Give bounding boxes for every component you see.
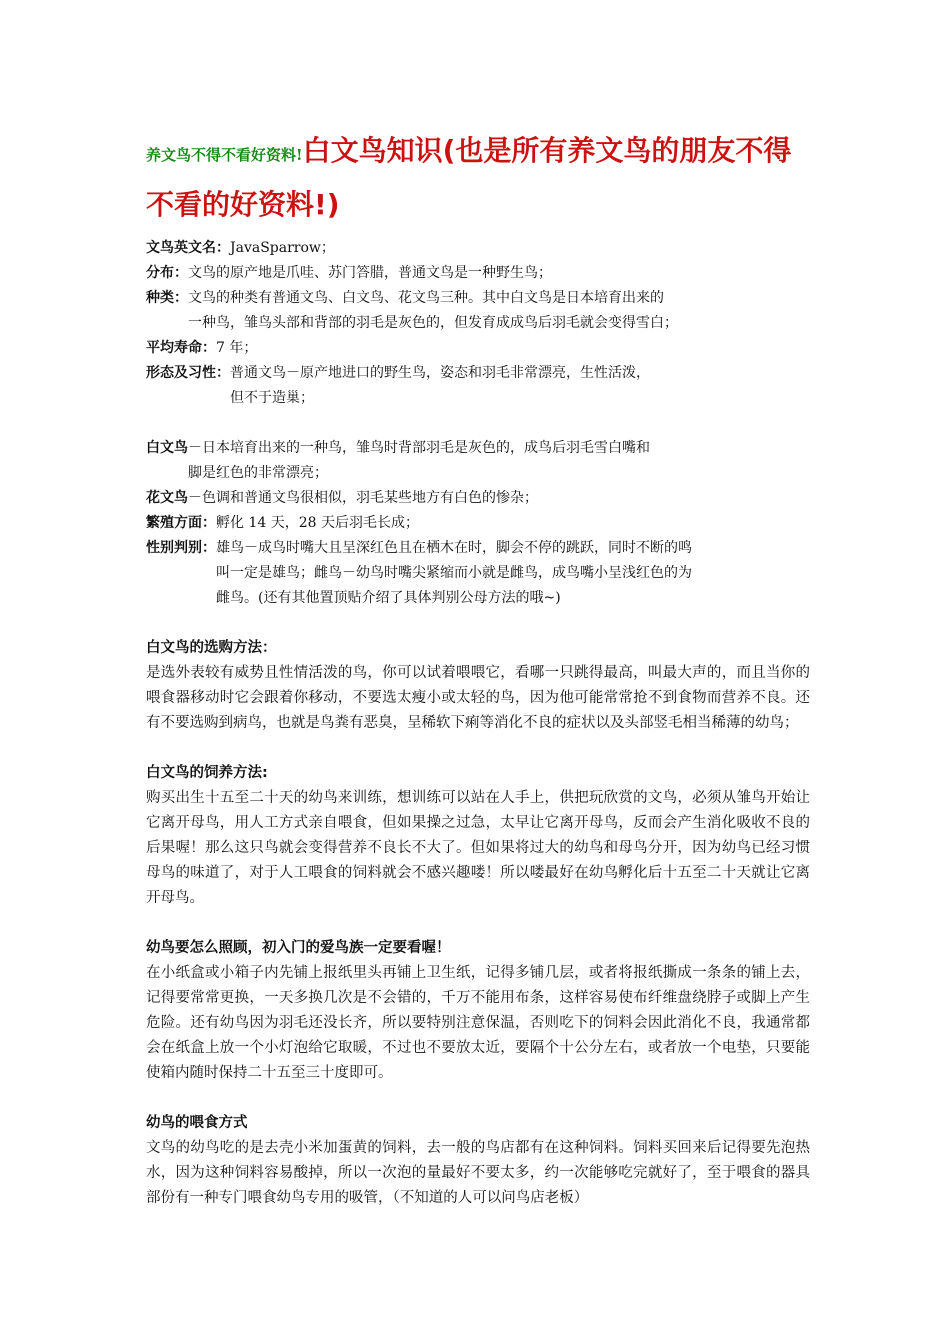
info-value: －日本培育出来的一种鸟，雏鸟时背部羽毛是灰色的，成鸟后羽毛雪白嘴和 脚是红色的非常漂亮； xyxy=(188,440,650,481)
info-row-white-java xyxy=(146,436,810,486)
spacer xyxy=(146,1086,810,1111)
info-row-lifespan xyxy=(146,336,810,361)
info-row-pied-java xyxy=(146,486,810,511)
info-value: 文鸟的原产地是爪哇、苏门答腊，普通文鸟是一种野生鸟； xyxy=(188,265,552,281)
info-label: 性别判别： xyxy=(146,540,216,556)
info-row-english-name xyxy=(146,236,810,261)
info-value: 雄鸟－成鸟时嘴大且呈深红色且在栖木在时，脚会不停的跳跃，同时不断的鸣 叫一定是雄鸟；雌鸟－幼鸟时嘴尖紧缩而小就是雌鸟，成鸟嘴小呈浅红色的为 雌鸟。(还有其他置顶贴介绍了具体判别公母方法的哦~) xyxy=(216,540,692,606)
section-chick-feeding xyxy=(146,1111,810,1211)
spacer xyxy=(146,411,810,436)
title-main: 白文鸟知识(也是所有养文鸟的朋友不得不看的好资料!) xyxy=(146,134,792,221)
info-row-habits xyxy=(146,361,810,411)
info-label: 文鸟英文名： xyxy=(146,240,230,256)
section-raising xyxy=(146,761,810,911)
info-value: JavaSparrow； xyxy=(230,240,335,256)
document-page xyxy=(146,126,810,1211)
info-row-breeding xyxy=(146,511,810,536)
spacer xyxy=(146,736,810,761)
section-paragraph: 文鸟的幼鸟吃的是去壳小米加蛋黄的饲料，去一般的鸟店都有在这种饲料。饲料买回来后记得要先泡热水，因为这种饲料容易酸掉，所以一次泡的量最好不要太多，约一次能够吃完就好了，至于喂食的器具部份有一种专门喂食幼鸟专用的吸管，（不知道的人可以问鸟店老板） xyxy=(146,1140,810,1206)
section-paragraph: 是选外表较有威势且性情活泼的鸟，你可以试着喂喂它，看哪一只跳得最高，叫最大声的，而且当你的喂食器移动时它会跟着你移动，不要选太瘦小或太轻的鸟，因为他可能常常抢不到食物而营养不良。还有不要选购到病鸟，也就是鸟粪有恶臭，呈稀软下痢等消化不良的症状以及头部竖毛相当稀薄的幼鸟； xyxy=(146,665,810,731)
section-paragraph: 购买出生十五至二十天的幼鸟来训练，想训练可以站在人手上，供把玩欣赏的文鸟，必须从雏鸟开始让它离开母鸟，用人工方式亲自喂食，但如果操之过急，太早让它离开母鸟，反而会产生消化吸收不良的后果喔！那么这只鸟就会变得营养不良长不大了。但如果将过大的幼鸟和母鸟分开，因为幼鸟已经习惯母鸟的味道了，对于人工喂食的饲料就会不感兴趣喽！所以喽最好在幼鸟孵化后十五至二十天就让它离开母鸟。 xyxy=(146,790,810,906)
spacer xyxy=(146,911,810,936)
info-row-sexing xyxy=(146,536,810,611)
title-prefix: 养文鸟不得不看好资料! xyxy=(146,146,303,164)
info-label: 繁殖方面： xyxy=(146,515,216,531)
info-label: 种类： xyxy=(146,290,188,306)
section-heading: 幼鸟的喂食方式 xyxy=(146,1115,248,1131)
section-heading: 白文鸟的选购方法： xyxy=(146,640,277,656)
section-chick-care xyxy=(146,936,810,1086)
info-label: 形态及习性： xyxy=(146,365,230,381)
info-block-2 xyxy=(146,436,810,611)
section-paragraph: 在小纸盒或小箱子内先铺上报纸里头再铺上卫生纸，记得多铺几层，或者将报纸撕成一条条的铺上去，记得要常常更换，一天多换几次是不会错的，千万不能用布条，这样容易使布纤维盘绕脖子或脚上产生危险。还有幼鸟因为羽毛还没长齐，所以要特别注意保温，否则吃下的饲料会因此消化不良，我通常都会在纸盒上放一个小灯泡给它取暖，不过也不要放太近，要隔个十公分左右，或者放一个电垫，只要能使箱内随时保持二十五至三十度即可。 xyxy=(146,965,810,1081)
info-value: 文鸟的种类有普通文鸟、白文鸟、花文鸟三种。其中白文鸟是日本培育出来的 一种鸟，雏鸟头部和背部的羽毛是灰色的，但发育成成鸟后羽毛就会变得雪白； xyxy=(188,290,678,331)
info-row-species xyxy=(146,286,810,336)
section-buying xyxy=(146,636,810,736)
info-label: 分布： xyxy=(146,265,188,281)
info-block xyxy=(146,236,810,411)
document-title xyxy=(146,126,810,234)
info-value: －色调和普通文鸟很相似，羽毛某些地方有白色的惨杂； xyxy=(188,490,538,506)
spacer xyxy=(146,611,810,636)
info-label: 白文鸟 xyxy=(146,440,188,456)
info-value: 7 年； xyxy=(216,340,258,356)
section-heading: 白文鸟的饲养方法: xyxy=(146,765,268,781)
info-value: 孵化 14 天，28 天后羽毛长成； xyxy=(216,515,419,531)
info-label: 花文鸟 xyxy=(146,490,188,506)
section-heading: 幼鸟要怎么照顾，初入门的爱鸟族一定要看喔！ xyxy=(146,940,451,956)
info-row-distribution xyxy=(146,261,810,286)
info-value: 普通文鸟－原产地进口的野生鸟，姿态和羽毛非常漂亮，生性活泼， 但不于造巢； xyxy=(230,365,650,406)
info-label: 平均寿命： xyxy=(146,340,216,356)
